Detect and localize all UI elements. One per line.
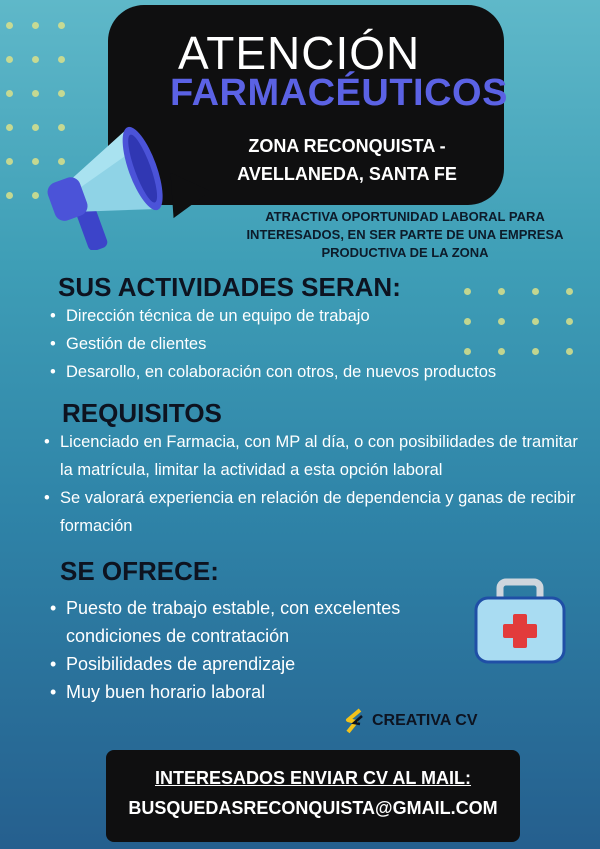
title-attention: ATENCIÓN [178, 27, 421, 79]
list-item: • Desarollo, en colaboración con otros, de nuevos productos [50, 358, 570, 386]
activities-list [50, 302, 570, 386]
list-item: • Gestión de clientes [50, 330, 570, 358]
megaphone-icon [30, 120, 190, 250]
title-pharmacists: FARMACÉUTICOS [170, 72, 508, 114]
requirements-heading: REQUISITOS [62, 398, 222, 428]
activities-heading: SUS ACTIVIDADES SERAN: [58, 272, 401, 302]
intro-line-1: ATRACTIVA OPORTUNIDAD LABORAL PARA [265, 209, 545, 224]
list-item: • Licenciado en Farmacia, con MP al día, o con posibilidades de tramitar la matrícula, limitar la actividad a esta opción laboral [44, 428, 590, 484]
intro-line-3: PRODUCTIVA DE LA ZONA [321, 245, 489, 260]
list-item: • Puesto de trabajo estable, con excelentes condiciones de contratación [50, 594, 470, 650]
zone-line-2: AVELLANEDA, SANTA FE [237, 164, 457, 184]
contact-box [106, 750, 520, 842]
requirements-list [44, 428, 590, 540]
contact-instruction: INTERESADOS ENVIAR CV AL MAIL: [154, 768, 472, 788]
list-item: • Posibilidades de aprendizaje [50, 650, 470, 678]
offer-heading: SE OFRECE: [60, 556, 219, 586]
list-item: • Dirección técnica de un equipo de trabajo [50, 302, 570, 330]
offer-list [50, 594, 470, 706]
contact-email[interactable]: BUSQUEDASRECONQUISTA@GMAIL.COM [128, 798, 498, 818]
brand-name: CREATIVA CV [372, 712, 478, 729]
brand-logo-icon [344, 708, 366, 734]
intro-line-2: INTERESADOS, EN SER PARTE DE UNA EMPRESA [246, 227, 564, 242]
list-item: • Se valorará experiencia en relación de dependencia y ganas de recibir formación [44, 484, 590, 540]
intro-text [220, 208, 590, 262]
first-aid-kit-icon [472, 578, 568, 666]
zone-line-1: ZONA RECONQUISTA - [248, 136, 446, 156]
list-item: • Muy buen horario laboral [50, 678, 470, 706]
zone-location [212, 132, 482, 188]
brand-logo [344, 708, 477, 734]
